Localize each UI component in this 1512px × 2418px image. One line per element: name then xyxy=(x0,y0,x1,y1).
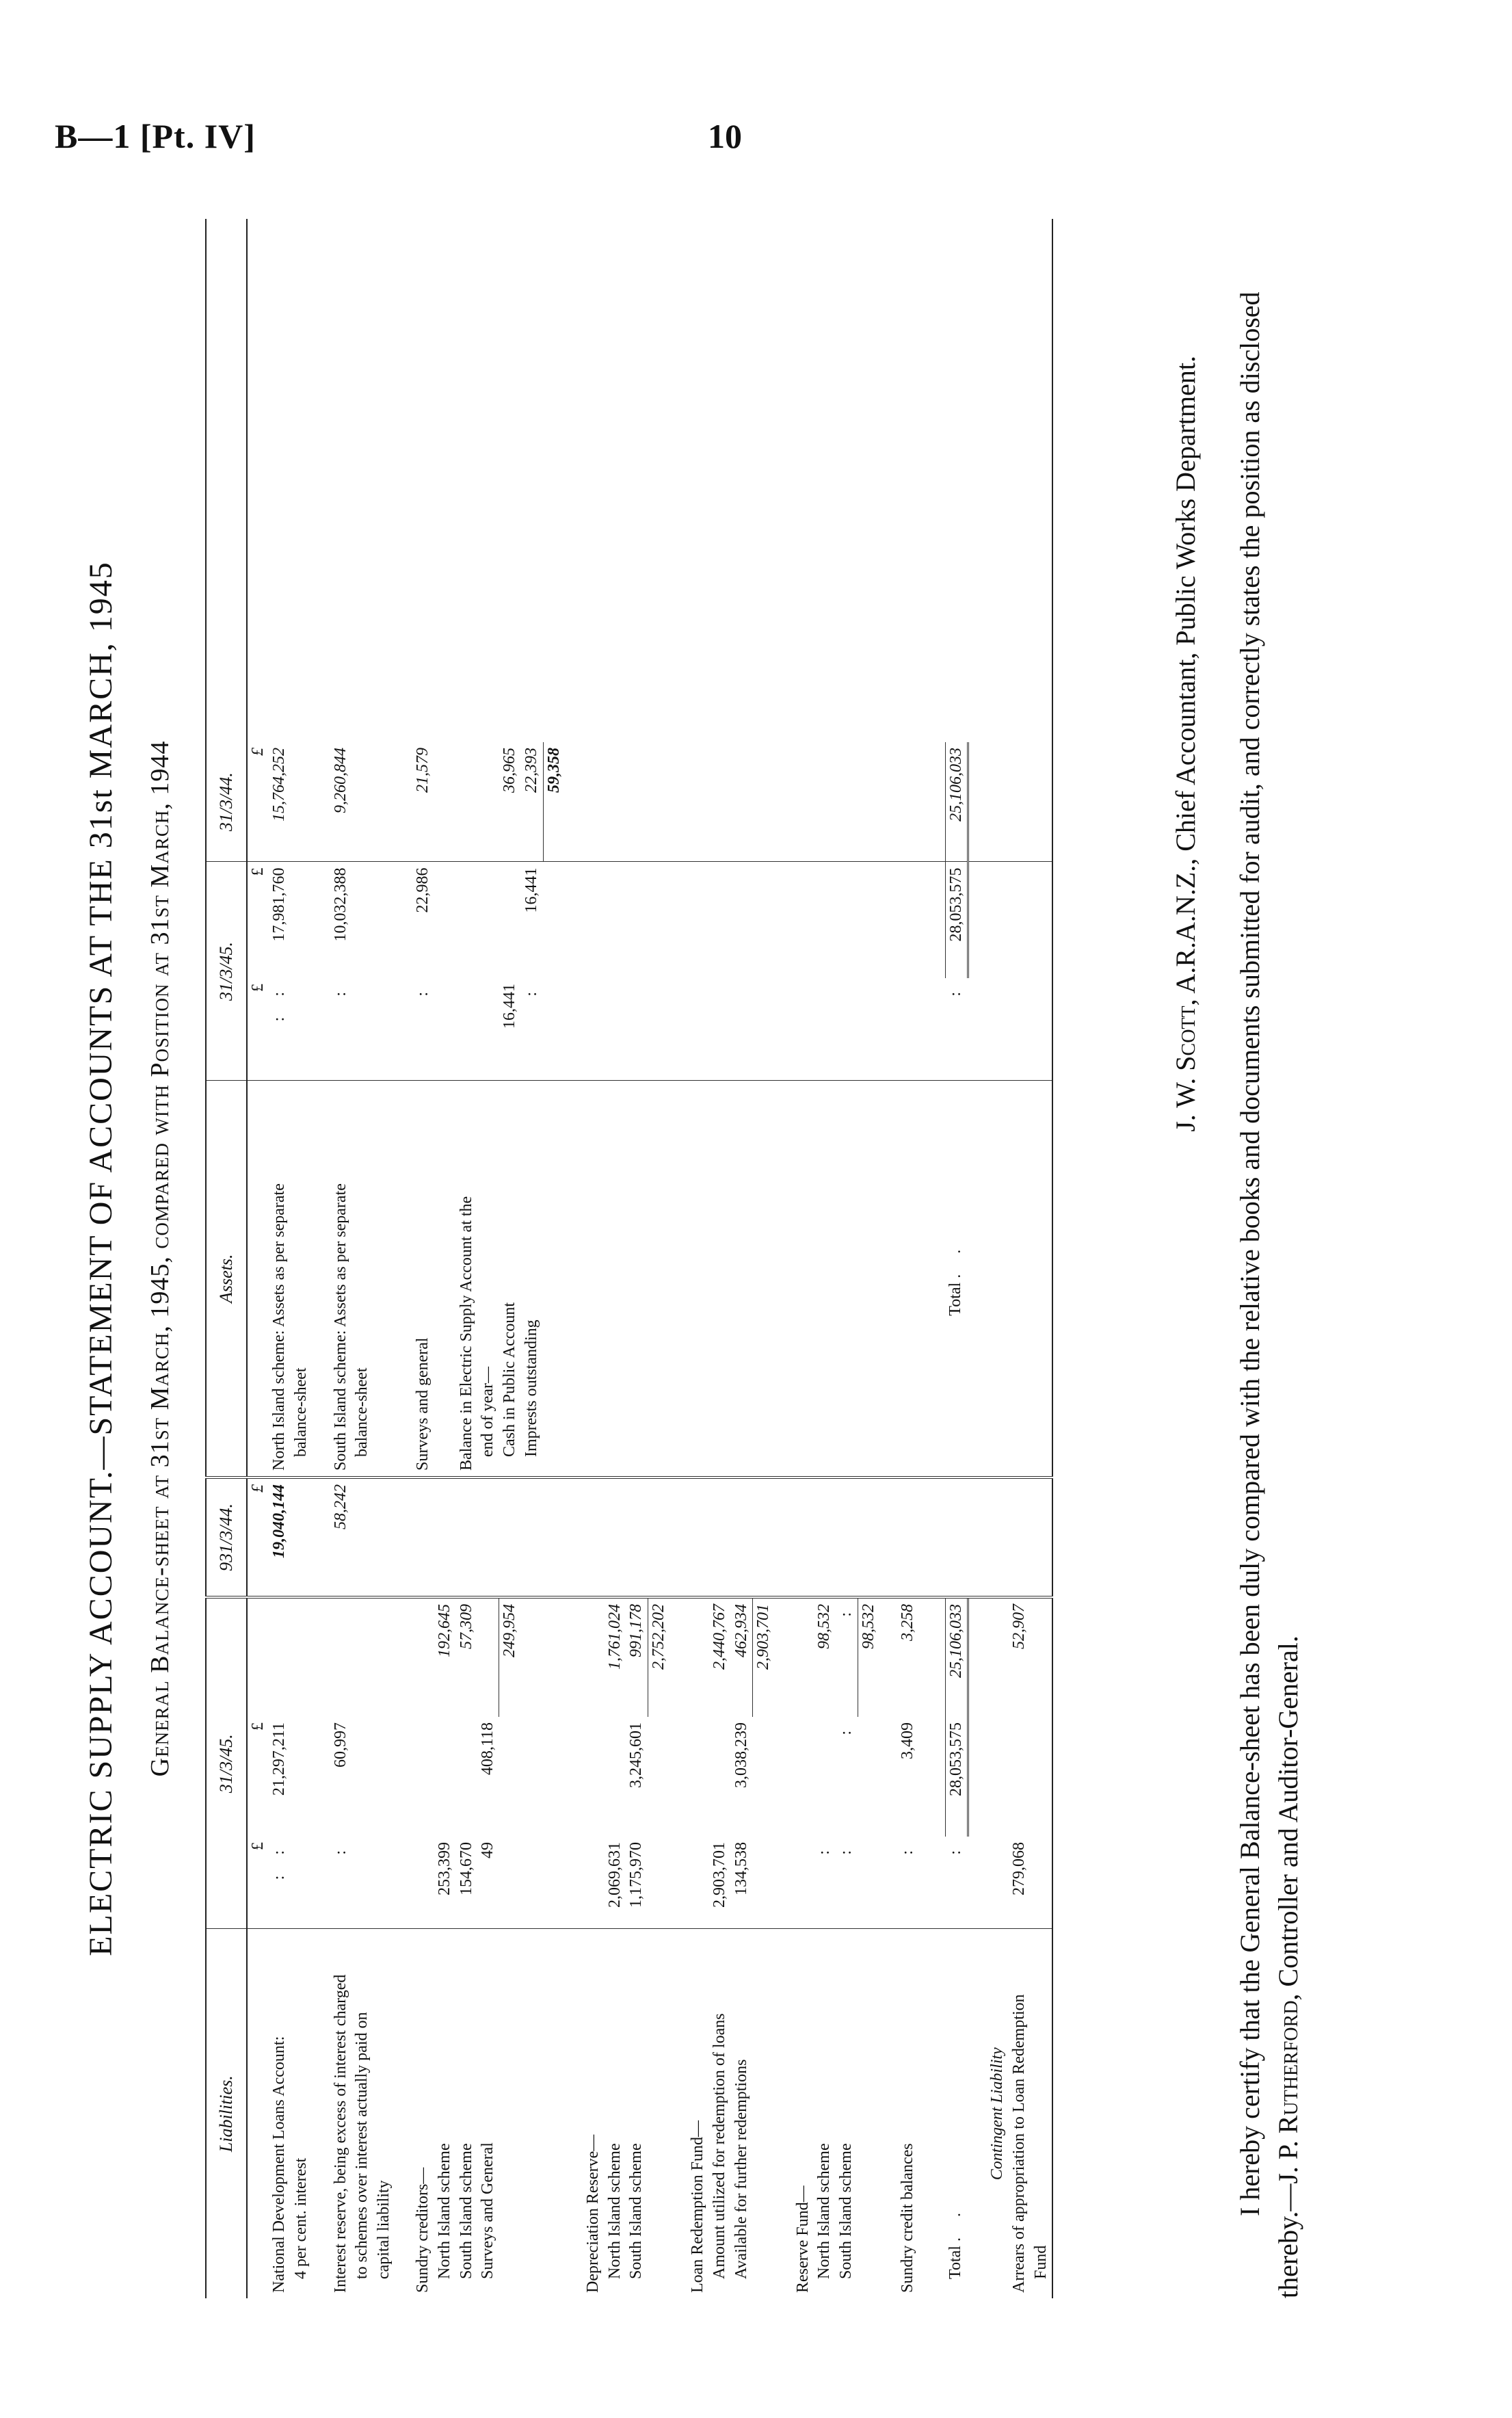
audit-certificate: I hereby certify that the General Balance-sheet has been duly compared with the relative books and documents submitted for audit, and correctly states the position as disclosed thereby.—J. P. Rutherford, Controller and Auditor-General. xyxy=(1234,291,1303,2298)
liability-lr-utilized: Amount utilized for redemption of loans xyxy=(711,2013,729,2279)
liability-ndl-sub: 4 per cent. interest xyxy=(292,2157,310,2279)
liability-dep-total-1944: 2,752,202 xyxy=(648,1597,669,1717)
contingent-label: Arrears of appropriation to Loan Redemption xyxy=(1010,1994,1029,2293)
contingent-label-cont: Fund xyxy=(1031,1929,1053,2298)
liability-sc-south-1944: 57,309 xyxy=(457,1604,475,1649)
asset-balance-label-cont: end of year— xyxy=(477,1081,499,1477)
page-number: 10 xyxy=(708,117,742,155)
liability-lr-total-1944: 2,903,701 xyxy=(753,1597,775,1717)
asset-cash-1944: 36,965 xyxy=(499,742,521,862)
liability-ndl-1944: 19,040,144 xyxy=(269,1477,291,1597)
col-a-1945: 31/3/45. xyxy=(206,862,247,1081)
liability-ndl-1945: 21,297,211 xyxy=(270,1722,289,1796)
liability-dep-south-1945: 1,175,970 xyxy=(626,1837,648,1929)
liability-reserve-fund: Reserve Fund— xyxy=(793,2185,812,2293)
page-section-header: B—1 [Pt. IV] xyxy=(55,117,256,155)
asset-total-label: Total . . xyxy=(945,1081,968,1477)
liability-total-1945: 28,053,575 xyxy=(945,1717,968,1837)
asset-total-1944: 25,106,033 xyxy=(945,742,968,862)
balance-sheet-table: Liabilities. 31/3/45. 931/3/44. Assets. 31/3/45. 31/3/44. £ £ £ £ £ £ National Development Loans Account: : : 21,297,211 19,040,144 North Island scheme: Assets as per separate : : 17,981,760 15,764,252 4 per cent. interest balance-sheet Interest reserve, being excess of interest charged : 60,997 58,242 South Island scheme: Assets as per separate : 10,032,388 9,260,844 to schemes over interest actually paid on balance-sheet capital liability Sundry creditors— Surveys and general : 22,986 21,579 North Island scheme 253,399 192,645 South Island scheme 154,670 57,309 Balance in Electric Supply Account at the Surveys and General 49 408,118 end of year— 249,954 Cash in Public Account 16,441 36,965 Imprests outstanding : 16,441 22,393 59,358 Depreciation Reserve— North Island scheme 2,069,631 1,761,024 South Island scheme 1,175,970 3,245,601 991,178 2,752,202 Loan Redemption Fund— Amount utilized for redemption of loans 2,903,701 2,440,767 Available for further redemptions 134,538 3,038,239 462,934 2,903,701 Reserve Fund— North Island scheme : 98,532 South Island scheme : : : 98,532 Sundry credit balances : 3,409 3,258 Total . . : 28,053,575 25,106,033 Total . . : 28,053,575 25,106,033 Contingent Liability Arrears of appropriation to Loan Redemption 279,068 52,907 Fund xyxy=(205,219,1053,2298)
liability-sc-surveys-1945: 49 xyxy=(477,1837,499,1929)
liability-depreciation: Depreciation Reserve— xyxy=(584,2134,602,2293)
asset-imprests-label: Imprests outstanding xyxy=(521,1081,543,1477)
liability-lr-utilized-1945: 2,903,701 xyxy=(709,1837,731,1929)
asset-north-1944: 15,764,252 xyxy=(269,742,291,862)
asset-imprests-1944: 22,393 xyxy=(521,742,543,862)
asset-total-1945: 28,053,575 xyxy=(945,862,968,978)
liability-lr-available: Available for further redemptions xyxy=(732,2059,750,2279)
col-liabilities: Liabilities. xyxy=(206,1929,247,2298)
liability-total-1944: 25,106,033 xyxy=(945,1597,968,1717)
liability-sc-south: South Island scheme xyxy=(457,2143,475,2279)
currency-symbol: £ xyxy=(247,742,269,862)
liability-interest-reserve: Interest reserve, being excess of interest charged xyxy=(331,1974,349,2293)
col-l-1944: 931/3/44. xyxy=(206,1477,247,1597)
liability-interest-reserve-cont: to schemes over interest actually paid on xyxy=(353,2012,371,2279)
asset-north-label-cont: balance-sheet xyxy=(291,1081,313,1477)
asset-south-1944: 9,260,844 xyxy=(330,742,352,862)
liability-sundry-creditors: Sundry creditors— xyxy=(414,2167,432,2293)
liability-lr-available-1944: 462,934 xyxy=(732,1604,750,1657)
liability-sc-total-1944: 249,954 xyxy=(499,1597,521,1717)
currency-symbol: £ xyxy=(248,1722,267,1731)
liability-lr-total-1945: 3,038,239 xyxy=(732,1722,750,1788)
liability-sc-north: North Island scheme xyxy=(436,2143,454,2279)
currency-symbol: £ xyxy=(247,1477,269,1597)
asset-balance-label: Balance in Electric Supply Account at the xyxy=(456,1081,478,1477)
liability-ndl-label: National Development Loans Account: xyxy=(270,2036,289,2293)
liability-interest-reserve-1944: 58,242 xyxy=(330,1477,352,1597)
liability-rf-north-1944: 98,532 xyxy=(815,1604,834,1649)
asset-south-label: South Island scheme: Assets as per separate xyxy=(330,1081,352,1477)
liability-sc-surveys: Surveys and General xyxy=(479,2142,497,2279)
liability-sc-total-1945: 408,118 xyxy=(479,1722,497,1776)
rotated-statement xyxy=(82,219,1381,2298)
asset-cash-label: Cash in Public Account xyxy=(499,1081,521,1477)
contingent-1945: 279,068 xyxy=(1009,1837,1031,1929)
liability-sundry-credit: Sundry credit balances xyxy=(899,2143,917,2293)
liability-dep-total-1945: 3,245,601 xyxy=(627,1722,646,1788)
col-l-1945: 31/3/45. xyxy=(206,1597,247,1929)
contingent-1944: 52,907 xyxy=(1010,1604,1029,1649)
asset-north-1945: 17,981,760 xyxy=(270,867,289,942)
asset-balance-total-1945: 16,441 xyxy=(522,867,540,913)
liability-dep-north-1945: 2,069,631 xyxy=(605,1837,626,1929)
header-row xyxy=(206,219,247,2298)
currency-symbol: £ xyxy=(248,867,267,876)
asset-north-label: North Island scheme: Assets as per separate xyxy=(269,1081,291,1477)
liability-interest-reserve-cont: capital liability xyxy=(374,2180,393,2279)
asset-cash-1945: 16,441 xyxy=(499,978,521,1081)
asset-surveys-1945: 22,986 xyxy=(414,867,432,913)
liability-lr-available-1945: 134,538 xyxy=(731,1837,753,1929)
col-a-1944: 31/3/44. xyxy=(206,742,247,862)
liability-total-label: Total . . xyxy=(946,2205,965,2279)
asset-balance-total-1944: 59,358 xyxy=(543,742,565,862)
liability-sc-north-1945: 253,399 xyxy=(434,1837,456,1929)
asset-south-label-cont: balance-sheet xyxy=(352,1081,373,1477)
liability-dep-north-1944: 1,761,024 xyxy=(605,1604,624,1670)
liability-loan-redemption: Loan Redemption Fund— xyxy=(689,2120,707,2293)
currency-symbol: £ xyxy=(247,978,269,1081)
asset-surveys-label: Surveys and general xyxy=(412,1081,434,1477)
contingent-heading: Contingent Liability xyxy=(988,2047,1007,2181)
liability-interest-reserve-1945: 60,997 xyxy=(331,1722,349,1767)
liability-rf-total-1944: 98,532 xyxy=(858,1597,879,1717)
liability-sundry-credit-1945: 3,409 xyxy=(899,1722,917,1759)
asset-surveys-1944: 21,579 xyxy=(412,742,434,862)
liability-rf-south: South Island scheme xyxy=(837,2143,856,2279)
liability-lr-utilized-1944: 2,440,767 xyxy=(711,1604,729,1670)
statement-subtitle: General Balance-sheet at 31st March, 1945, compared with Position at 31st March, 1944 xyxy=(146,740,174,1777)
statement-title: ELECTRIC SUPPLY ACCOUNT.—STATEMENT OF ACCOUNTS AT THE 31st MARCH, 1945 xyxy=(83,561,119,1956)
liability-rf-north: North Island scheme xyxy=(815,2143,834,2279)
asset-south-1945: 10,032,388 xyxy=(331,867,349,942)
signature-line: J. W. Scott, A.R.A.N.Z., Chief Accountant, Public Works Department. xyxy=(1170,356,1201,1132)
col-assets: Assets. xyxy=(206,1081,247,1477)
liability-sc-south-1945: 154,670 xyxy=(456,1837,478,1929)
liability-dep-south-1944: 991,178 xyxy=(627,1604,646,1657)
currency-symbol: £ xyxy=(247,1837,269,1929)
liability-dep-north: North Island scheme xyxy=(605,2143,624,2279)
liability-dep-south: South Island scheme xyxy=(627,2143,646,2279)
liability-sundry-credit-1944: 3,258 xyxy=(899,1604,917,1641)
liability-sc-north-1944: 192,645 xyxy=(436,1604,454,1657)
